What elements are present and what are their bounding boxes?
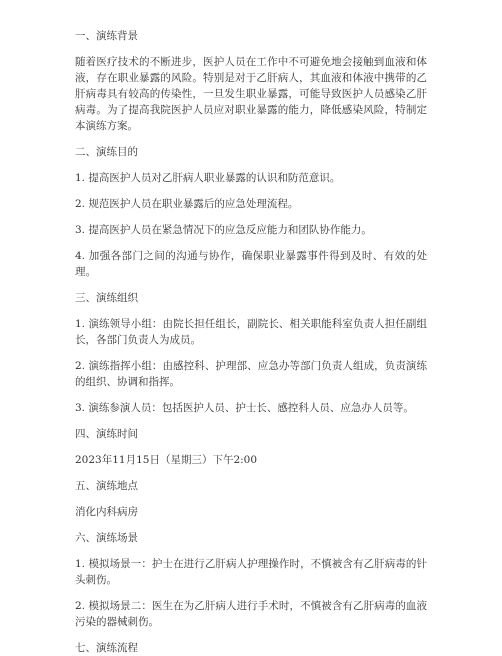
list-item: 1. 提高医护人员对乙肝病人职业暴露的认识和防范意识。 xyxy=(75,172,341,184)
list-item: 2. 模拟场景二：医生在为乙肝病人进行手术时，不慎被含有乙肝病毒的血液污染的器械刺伤。 xyxy=(75,600,427,628)
section-heading-organization: 三、演练组织 xyxy=(75,292,138,304)
list-item: 3. 演练参演人员：包括医护人员、护士长、感控科人员、应急办人员等。 xyxy=(75,402,414,414)
section-paragraph: 2023年11月15日（星期三）下午2:00 xyxy=(75,454,258,466)
list-item: 1. 模拟场景一：护士在进行乙肝病人护理操作时，不慎被含有乙肝病毒的针头刺伤。 xyxy=(75,558,427,586)
section-heading-location: 五、演练地点 xyxy=(75,480,138,492)
section-heading-purpose: 二、演练目的 xyxy=(75,146,138,158)
list-item: 1. 演练领导小组：由院长担任组长，副院长、相关职能科室负责人担任副组长，各部门负责人为成员。 xyxy=(75,318,427,346)
list-item: 4. 加强各部门之间的沟通与协作，确保职业暴露事件得到及时、有效的处理。 xyxy=(75,250,427,278)
document-page xyxy=(75,28,427,656)
section-heading-time: 四、演练时间 xyxy=(75,428,138,440)
list-item: 2. 规范医护人员在职业暴露后的应急处理流程。 xyxy=(75,198,299,210)
section-heading-background: 一、演练背景 xyxy=(75,30,138,42)
section-heading-process: 七、演练流程 xyxy=(75,642,138,654)
section-heading-scenarios: 六、演练场景 xyxy=(75,532,138,544)
list-item: 2. 演练指挥小组：由感控科、护理部、应急办等部门负责人组成，负责演练的组织、协调和指挥。 xyxy=(75,360,427,388)
list-item: 3. 提高医护人员在紧急情况下的应急反应能力和团队协作能力。 xyxy=(75,224,372,236)
section-paragraph: 随着医疗技术的不断进步，医护人员在工作中不可避免地会接触到血液和体液，存在职业暴露的风险。特别是对于乙肝病人，其血液和体液中携带的乙肝病毒具有较高的传染性，一旦发生职业暴露，可能导致医护人员感染乙肝病毒。为了提高我院医护人员应对职业暴露的能力，降低感染风险，特制定本演练方案。 xyxy=(75,56,427,132)
section-paragraph: 消化内科病房 xyxy=(75,506,138,518)
